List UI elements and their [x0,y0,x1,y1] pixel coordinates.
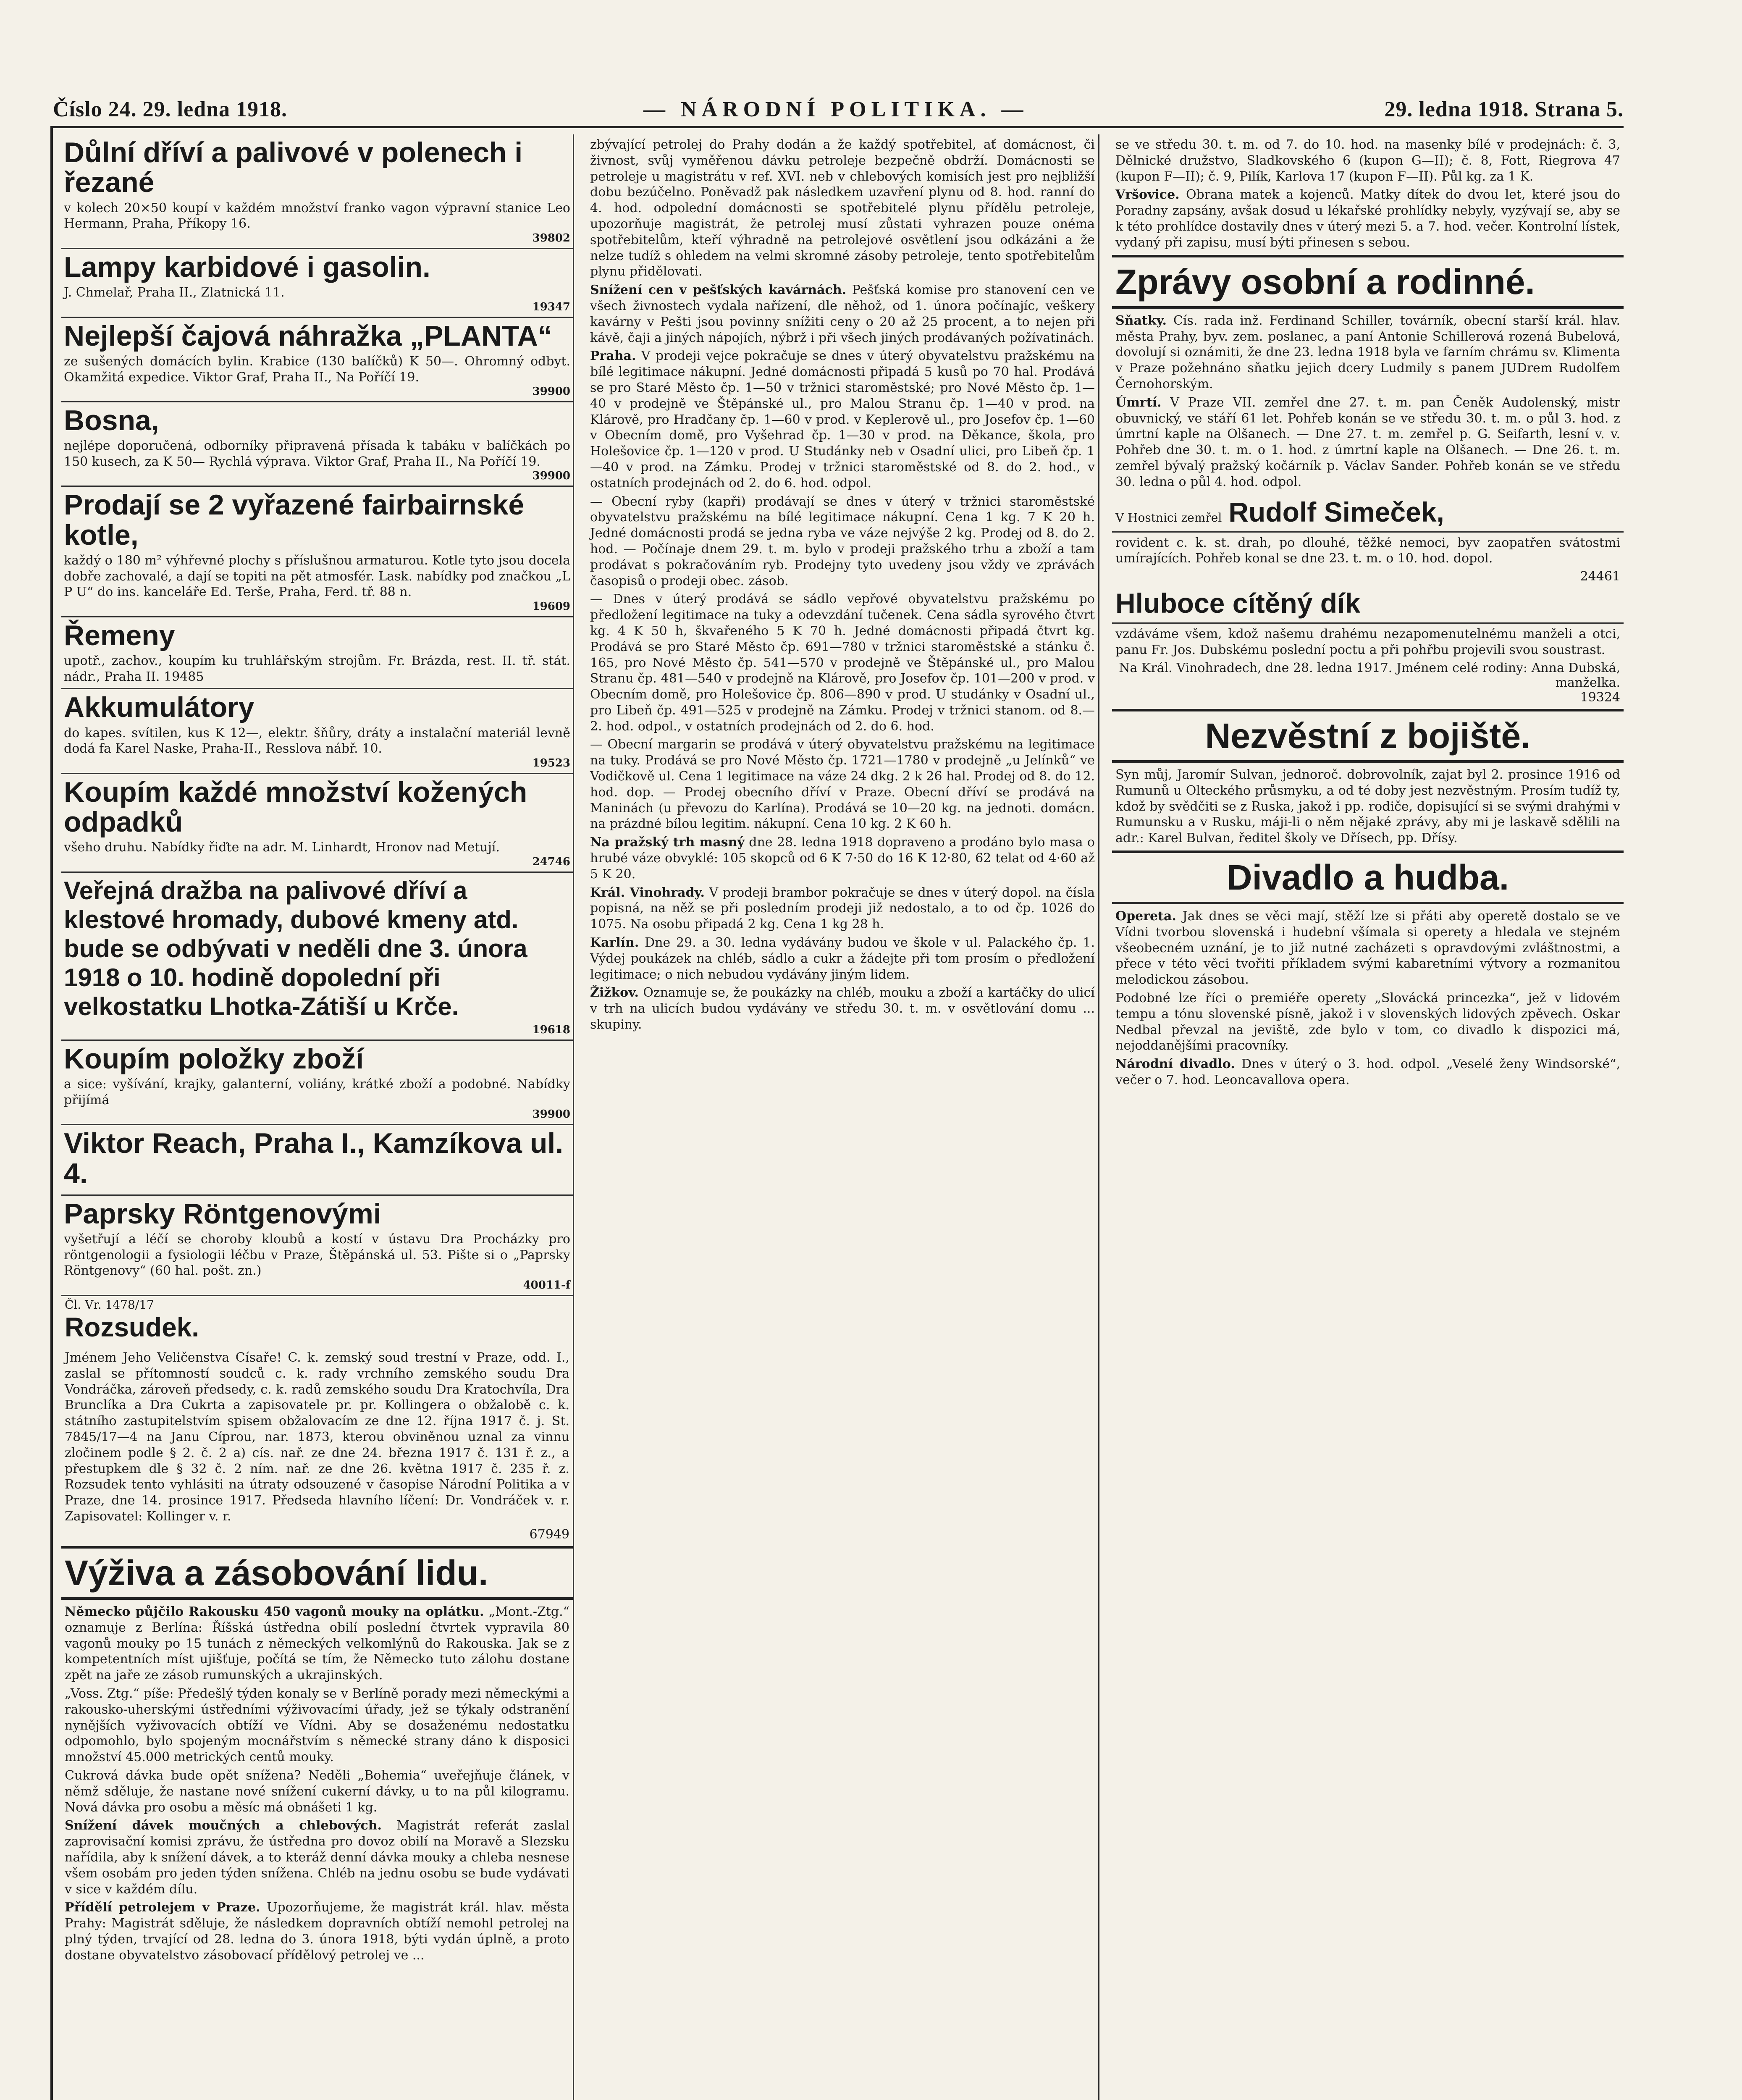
ad-title: Akkumulátory [64,691,254,724]
death-notice-name: Rudolf Simeček, [1228,496,1444,528]
classified-ad [61,318,573,402]
thanks-notice-signature: Na Král. Vinohradech, dne 28. ledna 1917. Jménem celé rodiny: Anna Dubská, manželka. [1119,660,1620,690]
section-bojiste-heading: Nezvěstní z bojiště. [1112,709,1624,763]
section-divadlo-body [1112,908,1624,1088]
ad-body: J. Chmelař, Praha II., Zlatnická 11. [64,285,285,300]
article-paragraph [587,591,1098,734]
paragraph-text: dne 28. ledna 1918 dopraveno a prodáno bylo masa o hrubé váze obvyklé: 105 skopců od 6 K 7·50 do 16 K 12·80, 62 telat od 4·60 až 5 K 20. [590,835,1095,882]
section-bojiste-text: Syn můj, Jaromír Sulvan, jednoroč. dobrovolník, zajat byl 2. prosince 1916 od Rumunů u Olteckého průsmyku, a od té doby jest nezvěstným. Prosím tudíž ty, kdož by svědčiti se z Ruska, jakož i pp. rodiče, dopisující si se svými drahými v Rumunsku a v Rusku, máji-li o něm nějaké zprávy, aby mi je laskavě sdělili na adr.: Karel Bulvan, ředitel školy ve Dřísech, pp. Dřísy. [1115,767,1620,846]
paragraph-text: Oznamuje se, že poukázky na chléb, mouku a zboží a kartáčky do ulicí v trh na ulicích budou vydávány ve středu 30. t. m. v osvětlování domu ... skupiny. [590,985,1095,1032]
classified-ad [61,617,573,689]
thanks-notice-number: 19324 [1580,690,1620,705]
article-paragraph [587,835,1098,882]
article-paragraph [1112,990,1624,1054]
header-rule [53,126,1624,128]
page-header [53,97,1624,122]
ad-title: Veřejná dražba na palivové dříví a klestové hromady, dubové kmeny atd. bude se odbývati v neděli dne 3. února 1918 o 10. hodině dopolední při velkostatku Lhotka-Zátiší u Krče. [64,876,527,1021]
rozsudek-heading: Rozsudek. [65,1312,199,1342]
ad-title: Důlní dříví a palivové v polenech i řezané [64,136,523,199]
section-vyziva-body [61,1604,573,1964]
paragraph-text: se ve středu 30. t. m. od 7. do 10. hod. na masenky bílé v prodejnách: č. 3, Dělnické družstvo, Sladkovského 6 (kupon G—II); č. 8, Fott, Riegrova 47 (kupon F—II); č. 9, Pilík, Karlova 17 (kupon F—II). Půl kg. za 1 K. [1115,137,1620,184]
paragraph-text: Cís. rada inž. Ferdinand Schiller, továrník, obecní starší král. hlav. města Prahy, byv. zem. poslanec, a paní Antonie Schillerová rozená Bubelová, dovolují si oznámiti, že dne 23. ledna 1918 byla ve farním chrámu sv. Klimenta v Praze požehnáno sňatku jejich dcery Ludmily s panem JUDrem Rudolfem Černohorským. [1115,313,1620,391]
newspaper-title: — NÁRODNÍ POLITIKA. — [643,97,1028,121]
paragraph-lead: Sňatky. [1115,313,1167,328]
article-paragraph [587,494,1098,589]
ad-number: 39900 [532,470,570,483]
ad-number: 39802 [532,231,570,244]
paragraph-text: „Mont.-Ztg.“ oznamuje z Berlína: Říšská ústředna obilí poslední čtvrtek vypravila 80 vagonů mouky po 15 tunách z německých velkomlýnů do Rakouska. Jak se z kompetentních míst ujišťuje, počítá se tím, že Německo tuto zálohu dostane zpět na jaře ze zásob rumunských a ukrajinských. [65,1604,569,1683]
ad-body: ze sušených domácích bylin. Krabice (130 balíčků) K 50—. Ohromný odbyt. Okamžitá expedice. Viktor Graf, Praha II., Na Poříčí 19. [64,354,570,385]
article-paragraph [587,737,1098,832]
death-notice-text: rovident c. k. st. drah, po dlouhé, těžké nemoci, byv zaopatřen svátostmi umírajících. Pohřeb konal se dne 23. t. m. o 10. hod. dopol. [1115,535,1620,566]
ad-number: 19347 [532,300,570,313]
ad-body: nejlépe doporučená, odborníky připravená přísada k tabáku v balíčkách po 150 kusech, za K 50— Rychlá výprava. Viktor Graf, Praha II., Na Poříčí 19. [64,438,570,469]
death-notice-lead: V Hostnici zemřel [1115,510,1222,525]
ad-number: 40011-f [523,1278,570,1292]
column-2-body [587,137,1098,1033]
article-paragraph [1112,137,1624,184]
paragraph-lead: Na pražský trh masný [590,835,745,850]
classified-ad [61,774,573,873]
ad-number: 19609 [532,600,570,613]
ad-title: Paprsky Röntgenovými [64,1197,381,1230]
paragraph-lead: Snížení cen v pešťských kavárnách. [590,283,847,298]
paragraph-lead: Německo půjčilo Rakousku 450 vagonů mouky na oplátku. [65,1604,484,1619]
article-paragraph [587,282,1098,346]
paragraph-text: V prodeji vejce pokračuje se dnes v úterý obyvatelstvu pražskému na bílé legitimace nákupní. Jedné domácnosti připadá 5 kusů po 70 hal. Prodává se pro Staré Město čp. 1—50 v tržnici staroměstské; pro Nové Město čp. 1—40 v prodejně ve Štěpánské ul., pro Malou Stranu čp. 1—40 v prod. na Klárově, pro Hradčany čp. 1—60 v prod. v Keplerově ul., pro Josefov čp. 1—60 v Obecním domě, pro Vyšehrad čp. 1—30 v prod. na Děkance, škola, pro Holešovice čp. 1—120 v prod. U Studánky neb v Osadní ulici, pro Libeň čp. 1—40 v prod. na Zámku. Prodej v tržnici staroměstské od 8. do 2. hod., v ostatních prodejnách od 2. do 6. hod. odpol. [590,349,1095,491]
classified-ad [61,1041,573,1125]
paragraph-lead: Opereta. [1115,909,1176,924]
article-paragraph [587,985,1098,1032]
article-paragraph [61,1818,573,1897]
ad-title: Řemeny [64,619,175,651]
column-2 [587,134,1099,2100]
section-osobni-heading: Zprávy osobní a rodinné. [1112,255,1624,309]
ad-title: Lampy karbidové i gasolin. [64,251,430,283]
paragraph-lead: Král. Vinohrady. [590,885,705,900]
ad-number: 19523 [532,756,570,769]
article-paragraph [587,137,1098,280]
page-number-info: 29. ledna 1918. Strana 5. [1384,97,1624,121]
column-3 [1112,134,1624,2100]
article-paragraph [1112,908,1624,988]
paragraph-lead: Praha. [590,349,636,364]
issue-info: Číslo 24. 29. ledna 1918. [53,97,288,121]
paragraph-text: — Dnes v úterý prodává se sádlo vepřové obyvatelstvu pražskému po předložení legitimace na tuky a odevzdání tučenek. Cena sádla syrového čtvrt kg. 4 K 50 h, škvařeného 5 K 70 h. Jedné domácnosti připadá čtvrt kg. Prodává se pro Staré Město čp. 691—780 v tržnici staroměstské a stánku č. 165, pro Nové Město čp. 541—570 v prodejně ve Štěpánské ul., pro Malou Stranu čp. 481—540 v prodejně na Klárově, pro Josefov čp. 101—200 v prod. v Obecním domě, pro Holešovice čp. 806—890 v prod. U studánky v Osadní ul., pro Libeň čp. 491—525 v prodejně na Zámku. Prodej v tržnici stanom. od 8.—2. hod. odpol., v ostatních prodejnách od 2. do 6. hod. [590,592,1095,734]
ad-number: 19618 [532,1023,570,1036]
article-paragraph [587,348,1098,491]
newspaper-page [50,97,1624,2100]
classified-ad [61,487,573,617]
ad-number: 39900 [532,1108,570,1121]
column-1 [61,134,574,2100]
section-vyziva-heading: Výživa a zásobování lidu. [61,1546,573,1600]
death-notice-number: 24461 [1580,569,1620,584]
ad-body: všeho druhu. Nabídky řiďte na adr. M. Linhardt, Hronov nad Metují. [64,840,500,855]
paragraph-text: V Praze VII. zemřel dne 27. t. m. pan Čeněk Audolenský, mistr obuvnický, ve stáří 61 let. Pohřeb konán se ve středu 30. t. m. o půl 3. hod. z úmrtní kaple na Olšanech. — Dne 27. t. m. zemřel p. G. Seifarth, lesní v. v. Pohřeb dne 30. t. m. o 1. hod. z úmrtní kaple na Olšanech. — Dne 26. t. m. zemřel bývalý pražský kočárník p. Václav Sander. Pohřeb konán se ve středu 30. ledna o půl 4. hod. odpol. [1115,395,1620,489]
ad-body: každý o 180 m² výhřevné plochy s příslušnou armaturou. Kotle tyto jsou docela dobře zachovalé, a dají se topiti na pět atmosfér. Lask. nabídky pod značkou „L P U“ do ins. kanceláře Ed. Terše, Praha, Ferd. tř. 88 n. [64,553,570,600]
paragraph-text: Obrana matek a kojenců. Matky dítek do dvou let, které jsou do Poradny zapsány, avšak dosud u lékařské prohlídky nebyly, vyzývají se, aby se k této prohlídce dostavily dnes v úterý mezi 5. a 7. hod. večer. Kontrolní lístek, vydaný při zapisu, musí býti přinesen s sebou. [1115,187,1620,250]
ad-title: Koupím položky zboží [64,1042,364,1075]
paragraph-text: Magistrát referát zaslal zaprovisační komisi zprávu, že ústředna pro dovoz obilí na Moravě a Slezsku nařídila, aby k snížení dávek, a to kteráž denní dávka mouky a chleba nesnese všem osobám pro jeden týden snížena. Chléb na jednu osobu se bude vydávati v sice v každém dílu. [65,1818,569,1897]
article-paragraph [1112,1056,1624,1088]
ad-title: Prodají se 2 vyřazené fairbairnské kotle, [64,489,525,551]
paragraph-text: Jak dnes se věci mají, stěží lze si přáti aby operetě dostalo se ve Vídni tvorbou slovenská i hudební všímala si operety a hledala ve stejném všeobecném uznání, je to již nutné zacházeti s opravdovými zvláštnostmi, a přece v této věci tvořiti příkladem svými kabaretními výtvory a rozmanitou melodickou zásobou. [1115,909,1620,987]
columns [61,134,1624,2100]
paragraph-text: Upozorňujeme, že magistrát král. hlav. města Prahy: Magistrát sděluje, že následkem dopravních obtíží nemohl petrolej na plný týden, trvající od 28. ledna do 3. února 1918, býti vydán úplně, a proto dostane obyvatelstvo zásobovací přídělový petrolej ve ... [65,1900,570,1963]
ad-title: Bosna, [64,404,159,437]
ad-title: Viktor Reach, Praha I., Kamzíkova ul. 4. [64,1127,564,1189]
paragraph-text: Podobné lze říci o premiéře operety „Slovácká princezka“, jež v lidovém tempu a tónu slovenské písně, jakož i v slovenských lidových zpěvech. Oskar Nedbal převzal na jeviště, zde bylo v tom, co divadlo k dispozici má, nejoddanějšími pracovníky. [1115,991,1620,1053]
paragraph-text: Pešťská komise pro stanovení cen ve všech živnostech vydala nařízení, dle něhož, od 1. února počínajíc, veškery kavárny v Pešti jsou povinny snížiti ceny o 20 až 25 procent, a to nejen při kávě, čaji a jiných nápojích, nýbrž i při všech jiných prodávaných požívatinách. [590,283,1095,345]
article-paragraph [587,885,1098,932]
classified-ad [61,249,573,318]
section-osobni-body [1112,313,1624,490]
paragraph-text: „Voss. Ztg.“ píše: Předešlý týden konaly se v Berlíně porady mezi německými a rakousko-uherskými ústředními výživovacími úřady, jež se týkaly odstranění nynějších vyživovacích obtíží ve Vídni. Aby se dosaženému nedostatku odpomohlo, bylo spojeným mocnářstvím s německé strany dáno k disposici množství 45.000 metrických centů mouky. [65,1686,569,1765]
ad-title: Koupím každé množství kožených odpadků [64,776,527,838]
article-paragraph [1112,395,1624,490]
paragraph-text: V prodeji brambor pokračuje se dnes v úterý dopol. na čísla popisná, na něž se při posledním prodeji již nedostalo, a to od čp. 1026 do 1075. Na osobu připadá 2 kg. Cena 1 kg 28 h. [590,885,1095,932]
thanks-notice [1112,584,1624,624]
paragraph-lead: Úmrtí. [1115,395,1162,410]
ad-title: Nejlepší čajová náhražka „PLANTA“ [64,320,552,352]
article-paragraph [1112,187,1624,250]
rozsudek-text: Jménem Jeho Veličenstva Císaře! C. k. zemský soud trestní v Praze, odd. I., zaslal se přítomností soudců c. k. rady vrchního zemského soudu Dra Vondráčka, zároveň předsedy, c. k. radů zemského soudu Dra Kratochvíla, Dra Brunclíka a Dra Cukrta a zapisovatele pr. pr. Kollingera o obžalobě c. k. státního zastupitelstvím spisem obžalovacím ze dne 12. října 1917 č. j. St. 7845/17—4 na Janu Cíprou, nar. 1873, kterou obviněnou uznal za vinnu zločinem podle § 2. č. 2 a) cís. nař. ze dne 24. března 1917 č. 131 ř. z., a přestupkem dle § 32 č. 2 ním. nař. ze dne 26. května 1917 č. 235 ř. z. Rozsudek tento vyhlásiti na útraty odsouzené v časopise Národní Politika a v Praze, dne 14. prosince 1917. Předseda hlavního líčení: Dr. Vondráček v. r. Zapisovatel: Kollinger v. r. [65,1350,569,1524]
article-paragraph [61,1900,573,1963]
paragraph-lead: Vršovice. [1115,187,1180,202]
paragraph-text: — Obecní margarin se prodává v úterý obyvatelstvu pražskému na legitimace na tuky. Prodává se pro Nové Město čp. 1721—1780 v prodejně „u Jelínků“ ve Vodičkově ul. Cena 1 legitimace na váze 24 dkg. 2 k 26 hal. Prodej od 8. do 12. hod. dop. — Prodej obecního dříví v Praze. Obecní dříví se prodává na Maninách (u převozu do Karlína). Prodává se 10—20 kg. na jednoti. domácn. na prázdné bílou legitim. nákupní. Cena 10 kg. 2 K 60 h. [590,737,1095,832]
classified-ad [61,689,573,774]
paragraph-text: — Obecní ryby (kapři) prodávají se dnes v úterý v tržnici staroměstské obyvatelstvu pražskému na bílé legitimace nákupní. Cena 1 kg. 7 K 20 h. Jedné domácnosti prodá se jedna ryba ve váze nejvýše 2 kg. Prodej od 8. do 2. hod. — Počínaje dnem 29. t. m. bylo v prodeji pražského trhu a zboží a tam prodávat s pokračováním ryb. Prodejny tyto uvedeny jsou vždy ve zprávách časopisů o prodeji obec. zásob. [590,494,1095,588]
paragraph-text: zbývající petrolej do Prahy dodán a že každý spotřebitel, ať domácnost, či živnost, svůj vyměřenou dávku petroleje bezpečně obdrží. Domácnosti se petroleje u magistrátu v ref. XVI. neb v chlebových komisích jest pro nejbližší dobu bezúčelno. Poněvadž pak následkem uzavření plynu od 8. hod. ranní do 4. hod. odpolední domácnosti se spotřebitelé plynu přídělu petroleje, upozorňuje magistrát, že petrolej musí zůstati vyhrazen pouze onéma spotřebitelům, kteří výhradně na petrolejové osvětlení jsou odkázáni a že nelze tudíž s ohledem na velmi skromné zásoby petroleje, tento spotřebitelům plynu přidělovati. [590,137,1095,279]
paragraph-lead: Národní divadlo. [1115,1057,1235,1072]
section-divadlo-heading: Divadlo a hudba. [1112,850,1624,904]
paragraph-text: Cukrová dávka bude opět snížena? Neděli „Bohemia“ uveřejňuje článek, v němž sděluje, že nastane nové snížení cukerní dávky, u to na půl kilogramu. Nová dávka pro osobu a měsíc má obnášeti 1 kg. [65,1768,569,1815]
thanks-notice-text: vzdáváme všem, kdož našemu drahému nezapomenutelnému manželi a otci, panu Fr. Jos. Dubskému poslední poctu a při pohřbu projevili svou soustrast. [1115,627,1620,657]
article-paragraph [587,935,1098,982]
classified-ad [61,1125,573,1196]
ad-body: a sice: vyšívání, krajky, galanterní, voliány, krátké zboží a podobné. Nabídky přijímá [64,1077,570,1108]
ad-body: v kolech 20×50 koupí v každém množství franko vagon výpravní stanice Leo Hermann, Praha, Příkopy 16. [64,200,570,231]
article-paragraph [61,1686,573,1765]
paragraph-text: Dnes v úterý o 3. hod. odpol. „Veselé ženy Windsorské“, večer o 7. hod. Leoncavallova opera. [1115,1057,1620,1088]
ad-body: upotř., zachov., koupím ku truhlářským strojům. Fr. Brázda, rest. II. tř. stát. nádr., Praha II. 19485 [64,654,570,684]
ad-number: 24746 [532,855,570,868]
article-paragraph [61,1604,573,1683]
paragraph-lead: Žižkov. [590,985,639,1000]
death-notice [1112,493,1624,533]
paragraph-lead: Přídělí petrolejem v Praze. [65,1900,260,1915]
classified-ad [61,134,573,249]
ad-body: do kapes. svítilen, kus K 12—, elektr. šňůry, dráty a instalační materiál levně dodá fa Karel Naske, Praha-II., Resslova nábř. 10. [64,725,570,756]
thanks-notice-title: Hluboce cítěný dík [1115,588,1361,619]
paragraph-lead: Snížení dávek moučných a chlebových. [65,1818,382,1833]
paragraph-text: Dne 29. a 30. ledna vydávány budou ve škole v ul. Palackého čp. 1. Výdej poukázek na chléb, sádlo a cukr a žádejte při tom prosím o předložení legitimace; o nich nebudou vydávány jiným lidem. [590,935,1095,982]
rozsudek-reference: Čl. Vr. 1478/17 [65,1297,154,1312]
article-paragraph [61,1768,573,1815]
paragraph-lead: Karlín. [590,935,639,950]
classified-ads [61,134,573,1296]
classified-ad [61,1196,573,1296]
rozsudek-number: 67949 [529,1527,569,1542]
article-paragraph [1112,313,1624,392]
ad-number: 39900 [532,385,570,398]
classified-ad [61,402,573,487]
ad-body: vyšetřují a léčí se choroby kloubů a kostí v ústavu Dra Procházky pro röntgenologii a fysiologii léčbu v Praze, Štěpánská ul. 53. Pište si o „Paprsky Röntgenovy“ (60 hal. pošt. zn.) [64,1232,570,1278]
column-3-intro [1112,137,1624,251]
classified-ad [61,873,573,1041]
